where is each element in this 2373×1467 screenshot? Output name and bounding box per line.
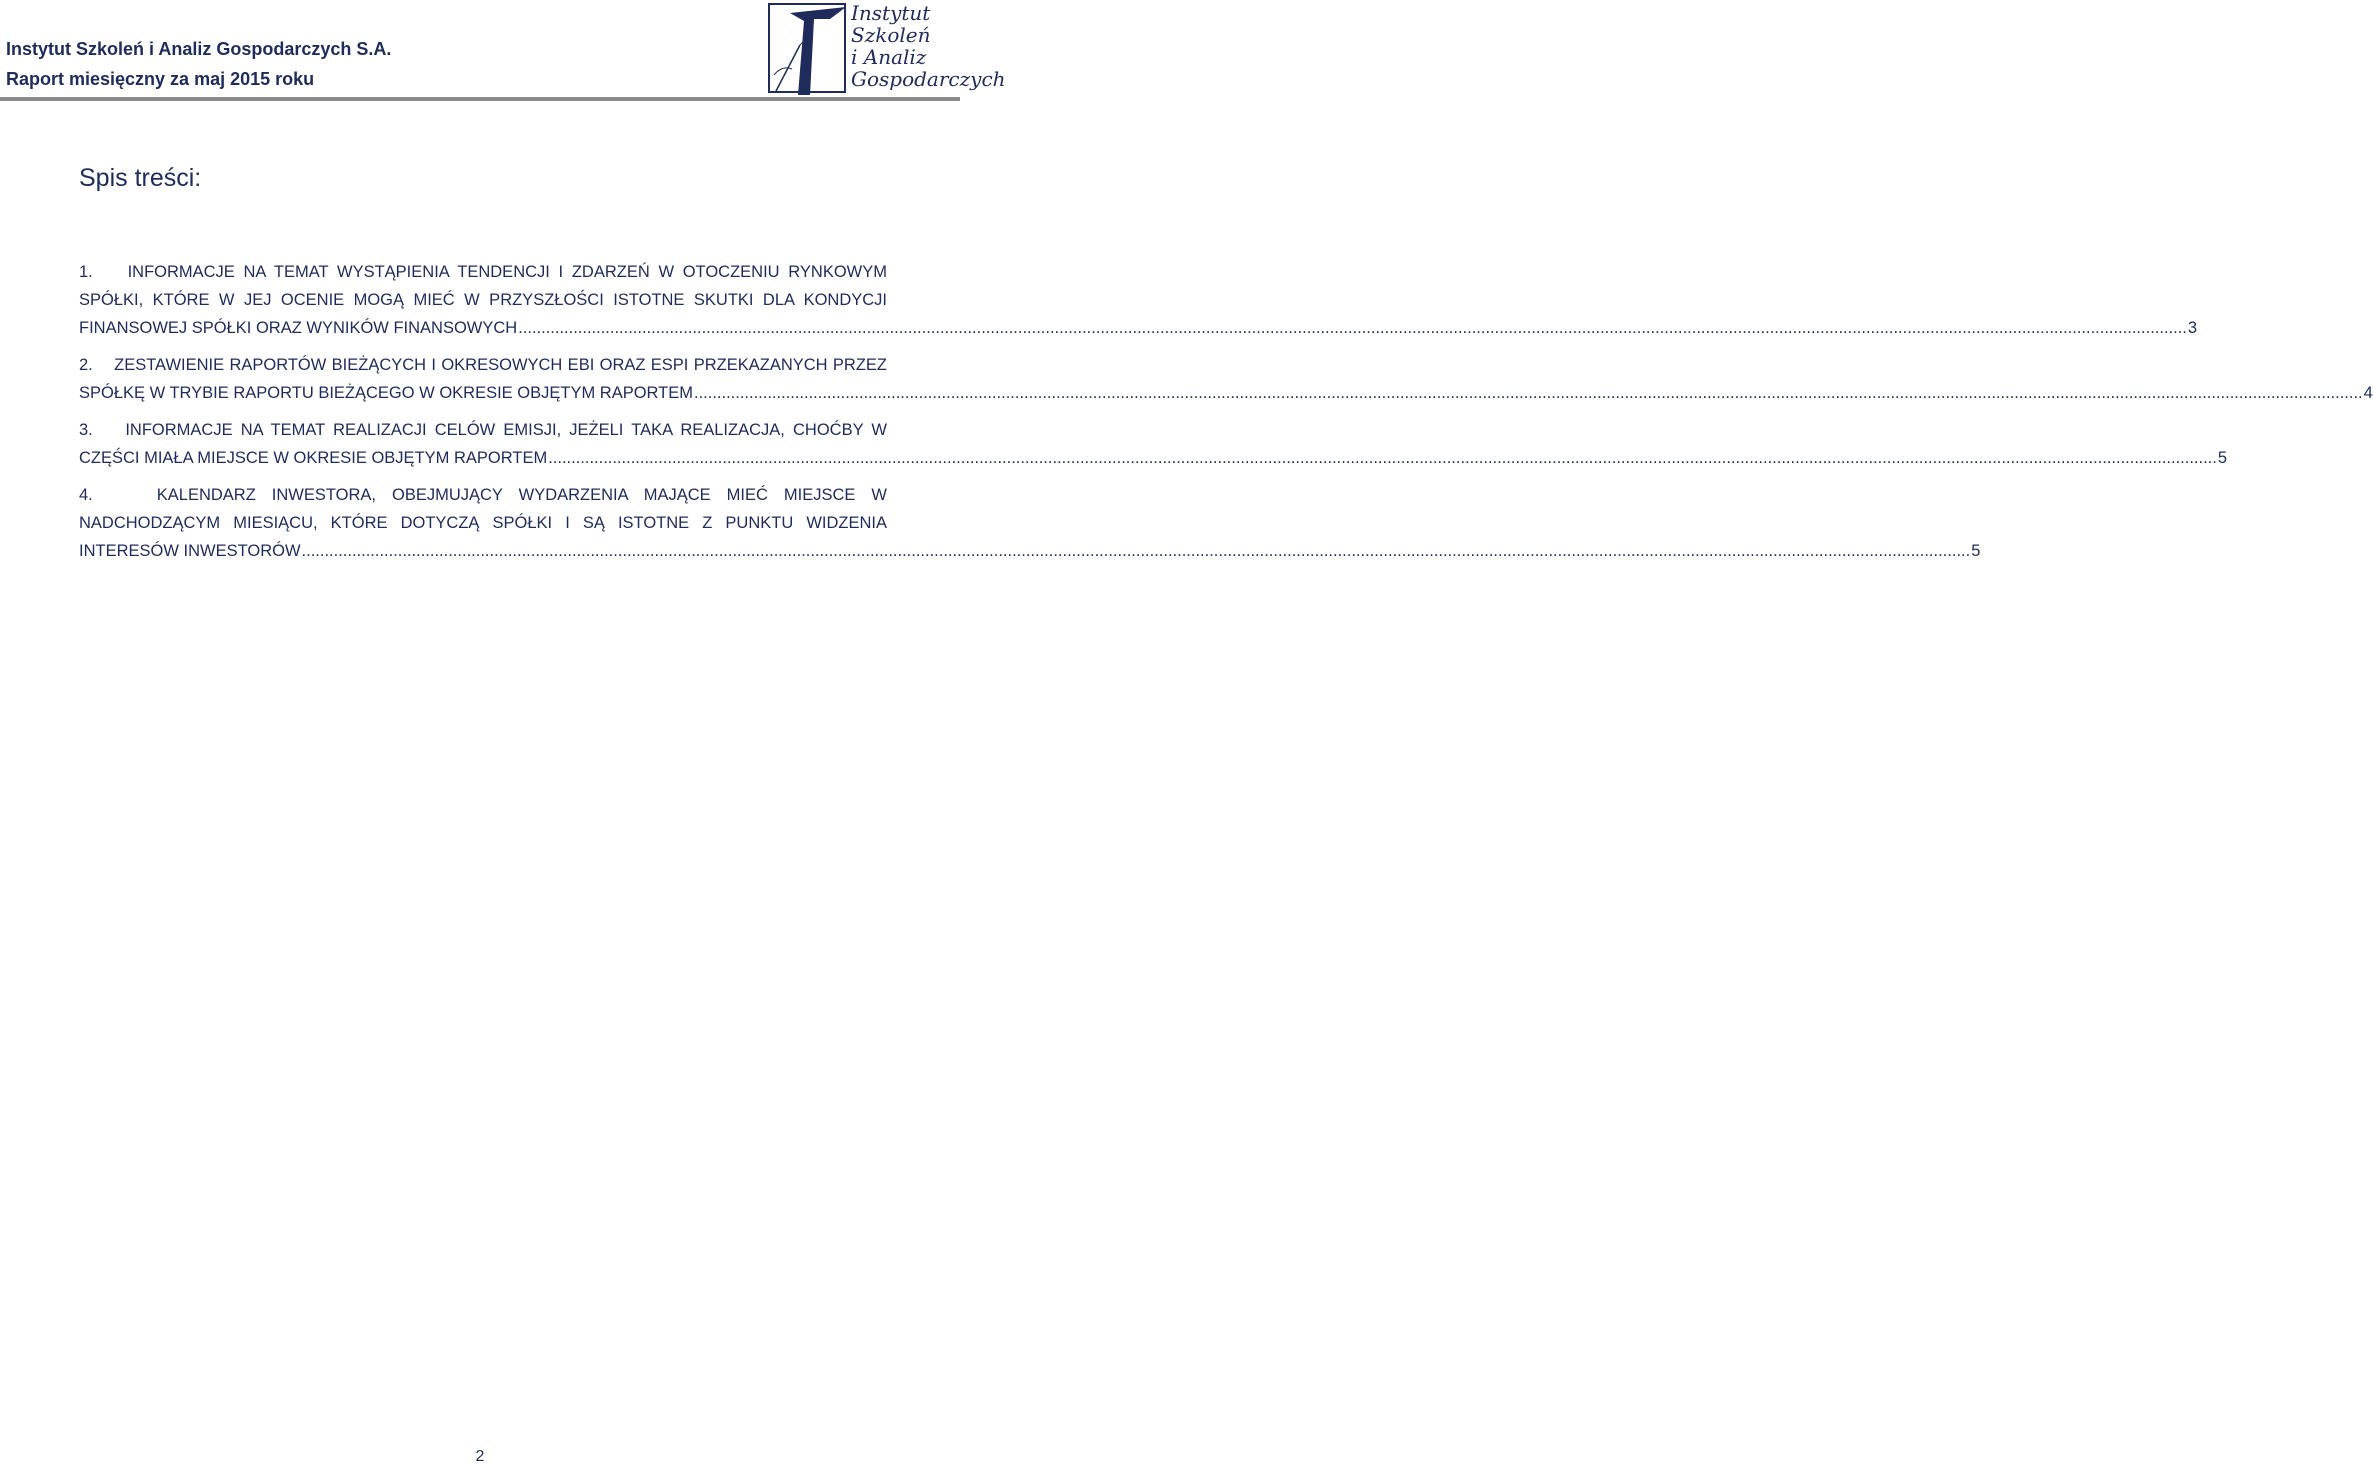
logo-wordmark [851,1,1006,91]
logo-line: Instytut [851,1,931,25]
logo-line: i Analiz [851,45,927,69]
toc-entry-heading: INFORMACJE NA TEMAT WYSTĄPIENIA TENDENCJI I ZDARZEŃ W OTOCZENIU RYNKOWYM SPÓŁKI, KTÓRE W JEJ OCENIE MOGĄ MIEĆ W PRZYSZŁOŚCI ISTOTNE SKUTKI DLA KONDYCJI [79,263,887,309]
header-report-title: Raport miesięczny za maj 2015 roku [6,69,315,89]
table-of-contents [79,258,2373,574]
toc-entry-heading-end: INTERESÓW INWESTORÓW [79,542,301,560]
header-divider [0,97,960,101]
toc-entry-heading: KALENDARZ INWESTORA, OBEJMUJĄCY WYDARZENIA MAJĄCE MIEĆ MIEJSCE W NADCHODZĄCYM MIESIĄCU, KTÓRE DOTYCZĄ SPÓŁKI I SĄ ISTOTNE Z PUNKTU WIDZENIA [79,486,888,532]
logo-line: Szkoleń [851,23,931,47]
company-logo [768,1,1006,96]
dot-leader [518,314,2187,342]
toc-entry-heading: ZESTAWIENIE RAPORTÓW BIEŻĄCYCH I OKRESOWYCH EBI ORAZ ESPI PRZEKAZANYCH PRZEZ [114,356,887,374]
toc-entry-heading-end: SPÓŁKĘ W TRYBIE RAPORTU BIEŻĄCEGO W OKRESIE OBJĘTYM RAPORTEM [79,384,693,402]
dot-leader [302,537,1971,565]
toc-page-number: 5 [2217,449,2228,467]
toc-title: Spis treści: [79,164,202,192]
toc-entry-last-line [79,314,2198,342]
toc-entry-2[interactable] [79,351,2373,407]
toc-page-number: 4 [2363,384,2373,402]
toc-entry-text [79,481,901,537]
toc-entry-heading-end: FINANSOWEJ SPÓŁKI ORAZ WYNIKÓW FINANSOWYCH [79,319,518,337]
toc-entry-last-line [79,537,1981,565]
toc-entry-last-line [79,379,2373,407]
toc-entry-heading-end: CZĘŚCI MIAŁA MIEJSCE W OKRESIE OBJĘTYM RAPORTEM [79,449,548,467]
toc-entry-text [79,351,901,379]
toc-entry-text [79,416,901,444]
dot-leader [548,444,2217,472]
page-number: 2 [475,1448,485,1465]
toc-entry-text [79,258,901,314]
toc-page-number: 5 [1971,542,1981,560]
dot-leader [694,379,2363,407]
toc-entry-heading: INFORMACJE NA TEMAT REALIZACJI CELÓW EMISJI, JEŻELI TAKA REALIZACJA, CHOĆBY W [125,421,888,439]
header-company-name: Instytut Szkoleń i Analiz Gospodarczych S.A. [6,39,392,59]
toc-entry-number: 3. [79,421,93,439]
toc-entry-1[interactable] [79,258,2198,342]
logo-pen-mark [768,3,846,93]
toc-entry-4[interactable] [79,481,1981,565]
toc-entry-number: 1. [79,263,93,281]
page-header [0,0,1006,100]
toc-page-number: 3 [2187,319,2198,337]
toc-entry-number: 2. [79,356,93,374]
toc-entry-last-line [79,444,2228,472]
toc-entry-number: 4. [79,486,93,504]
toc-entry-3[interactable] [79,416,2228,472]
logo-line: Gospodarczych [851,67,1006,91]
